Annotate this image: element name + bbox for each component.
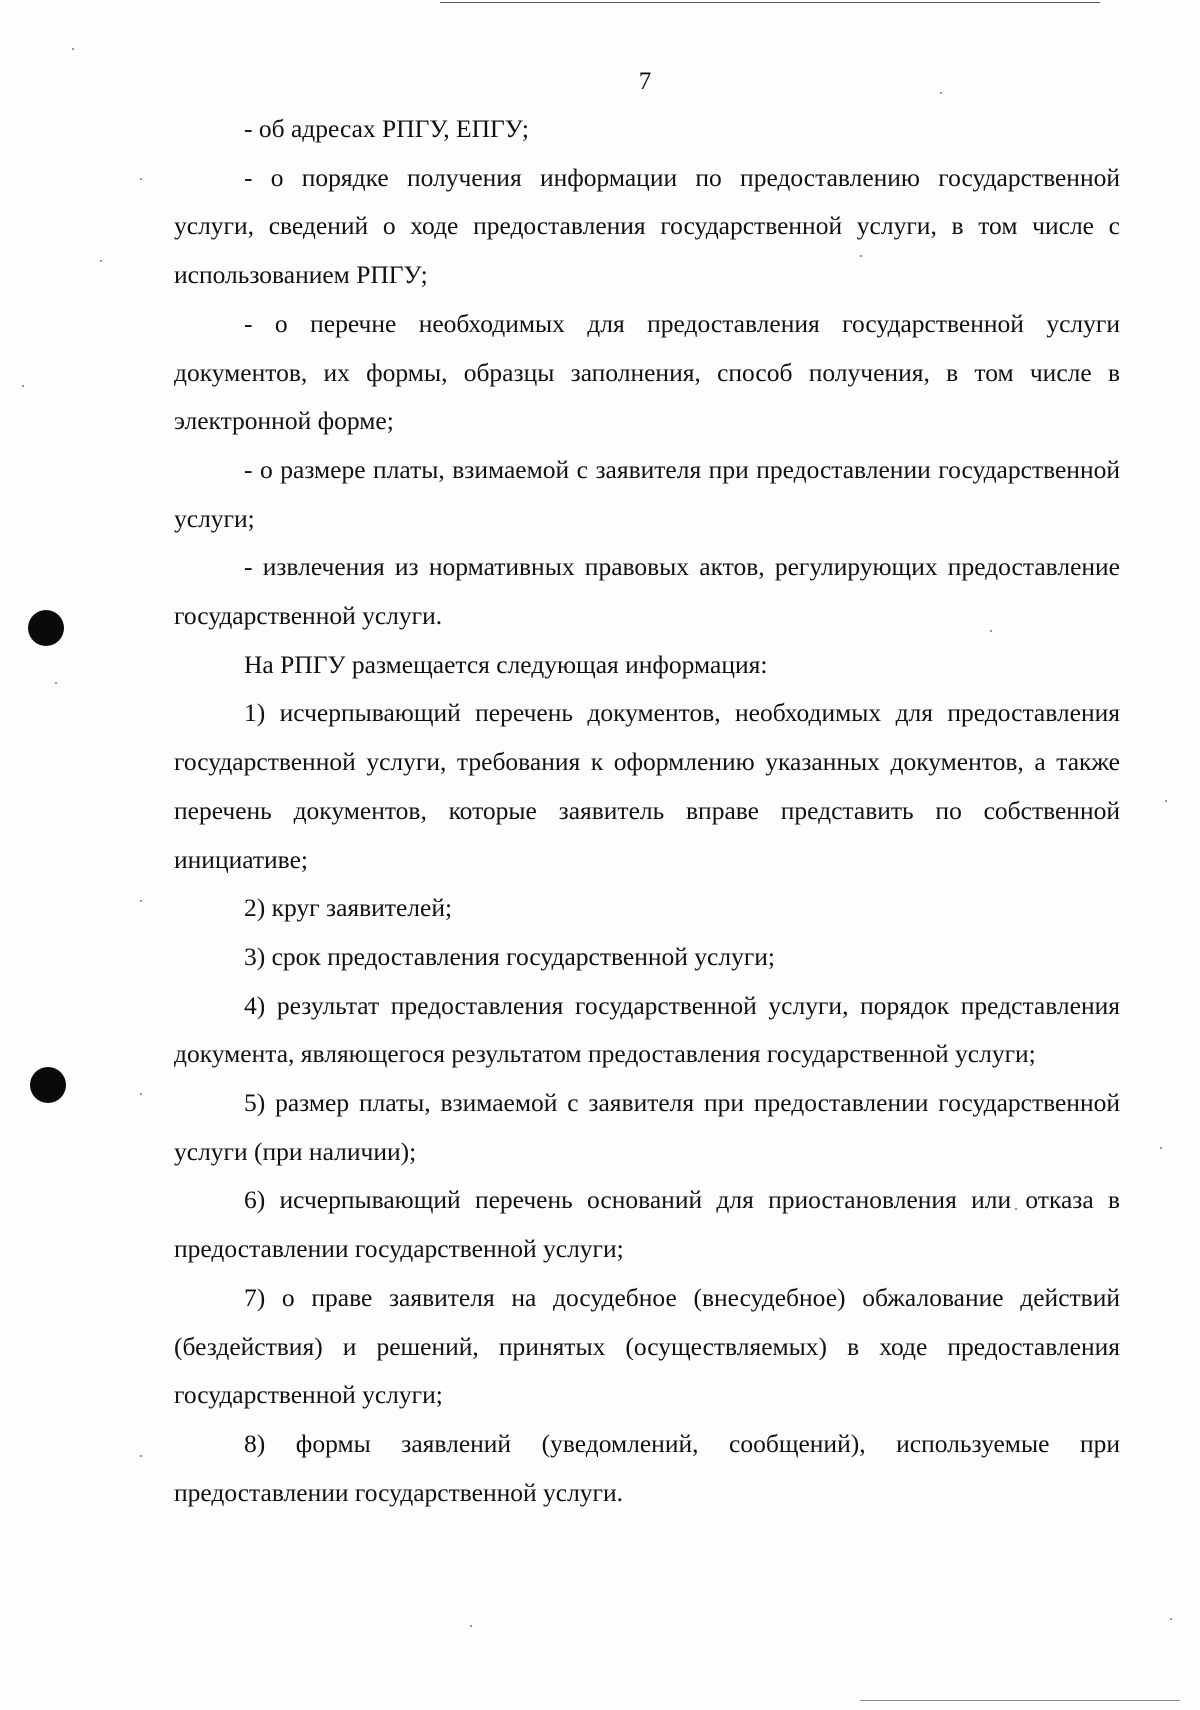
paragraph: 4) результат предоставления государственной услуги, порядок представления документа, являющегося результатом предоставления государственной услуги; xyxy=(174,990,1120,1069)
scan-speck xyxy=(1170,1618,1172,1620)
paragraph: 8) формы заявлений (уведомлений, сообщений), используемые при предоставлении государственной услуги. xyxy=(174,1428,1120,1507)
punch-hole-mark xyxy=(28,610,64,646)
paragraph: 6) исчерпывающий перечень оснований для приостановления или отказа в предоставлении государственной услуги; xyxy=(174,1185,1120,1264)
scan-speck xyxy=(140,178,142,180)
document-body xyxy=(174,105,1120,1517)
scan-speck xyxy=(1160,1147,1162,1149)
paragraph: - о порядке получения информации по предоставлению государственной услуги, сведений о ходе предоставления государственной услуги, в том числе с использованием РПГУ; xyxy=(174,162,1120,290)
scan-speck xyxy=(1165,800,1167,802)
paragraph: - о перечне необходимых для предоставления государственной услуги документов, их формы, образцы заполнения, способ получения, в том числе в электронной форме; xyxy=(174,308,1120,436)
scan-speck xyxy=(55,682,57,684)
scan-speck xyxy=(72,48,74,50)
scan-speck xyxy=(470,1625,472,1627)
paragraph: 1) исчерпывающий перечень документов, необходимых для предоставления государственной услуги, требования к оформлению указанных документов, а также перечень документов, которые заявитель вправе представить по собственной инициативе; xyxy=(174,698,1120,874)
paragraph: 3) срок предоставления государственной услуги; xyxy=(244,941,776,971)
scan-speck xyxy=(140,900,142,902)
paragraph: На РПГУ размещается следующая информация: xyxy=(244,649,768,679)
scan-speck xyxy=(22,385,24,387)
bottom-edge-line xyxy=(860,1700,1180,1701)
scan-speck xyxy=(140,1093,142,1095)
top-edge-line xyxy=(440,2,1100,3)
paragraph: 5) размер платы, взимаемой с заявителя при предоставлении государственной услуги (при наличии); xyxy=(174,1088,1120,1166)
page-number: 7 xyxy=(638,68,652,95)
scan-speck xyxy=(140,1455,142,1457)
paragraph: - о размере платы, взимаемой с заявителя при предоставлении государственной услуги; xyxy=(174,454,1120,533)
paragraph: - об адресах РПГУ, ЕПГУ; xyxy=(244,114,529,143)
paragraph: 7) о праве заявителя на досудебное (внесудебное) обжалование действий (бездействия) и решений, принятых (осуществляемых) в ходе предоставления государственной услуги; xyxy=(174,1282,1120,1410)
punch-hole-mark xyxy=(30,1067,66,1103)
paragraph: 2) круг заявителей; xyxy=(244,893,453,923)
paragraph: - извлечения из нормативных правовых актов, регулирующих предоставление государственной услуги. xyxy=(174,552,1120,631)
scan-speck xyxy=(100,260,102,262)
